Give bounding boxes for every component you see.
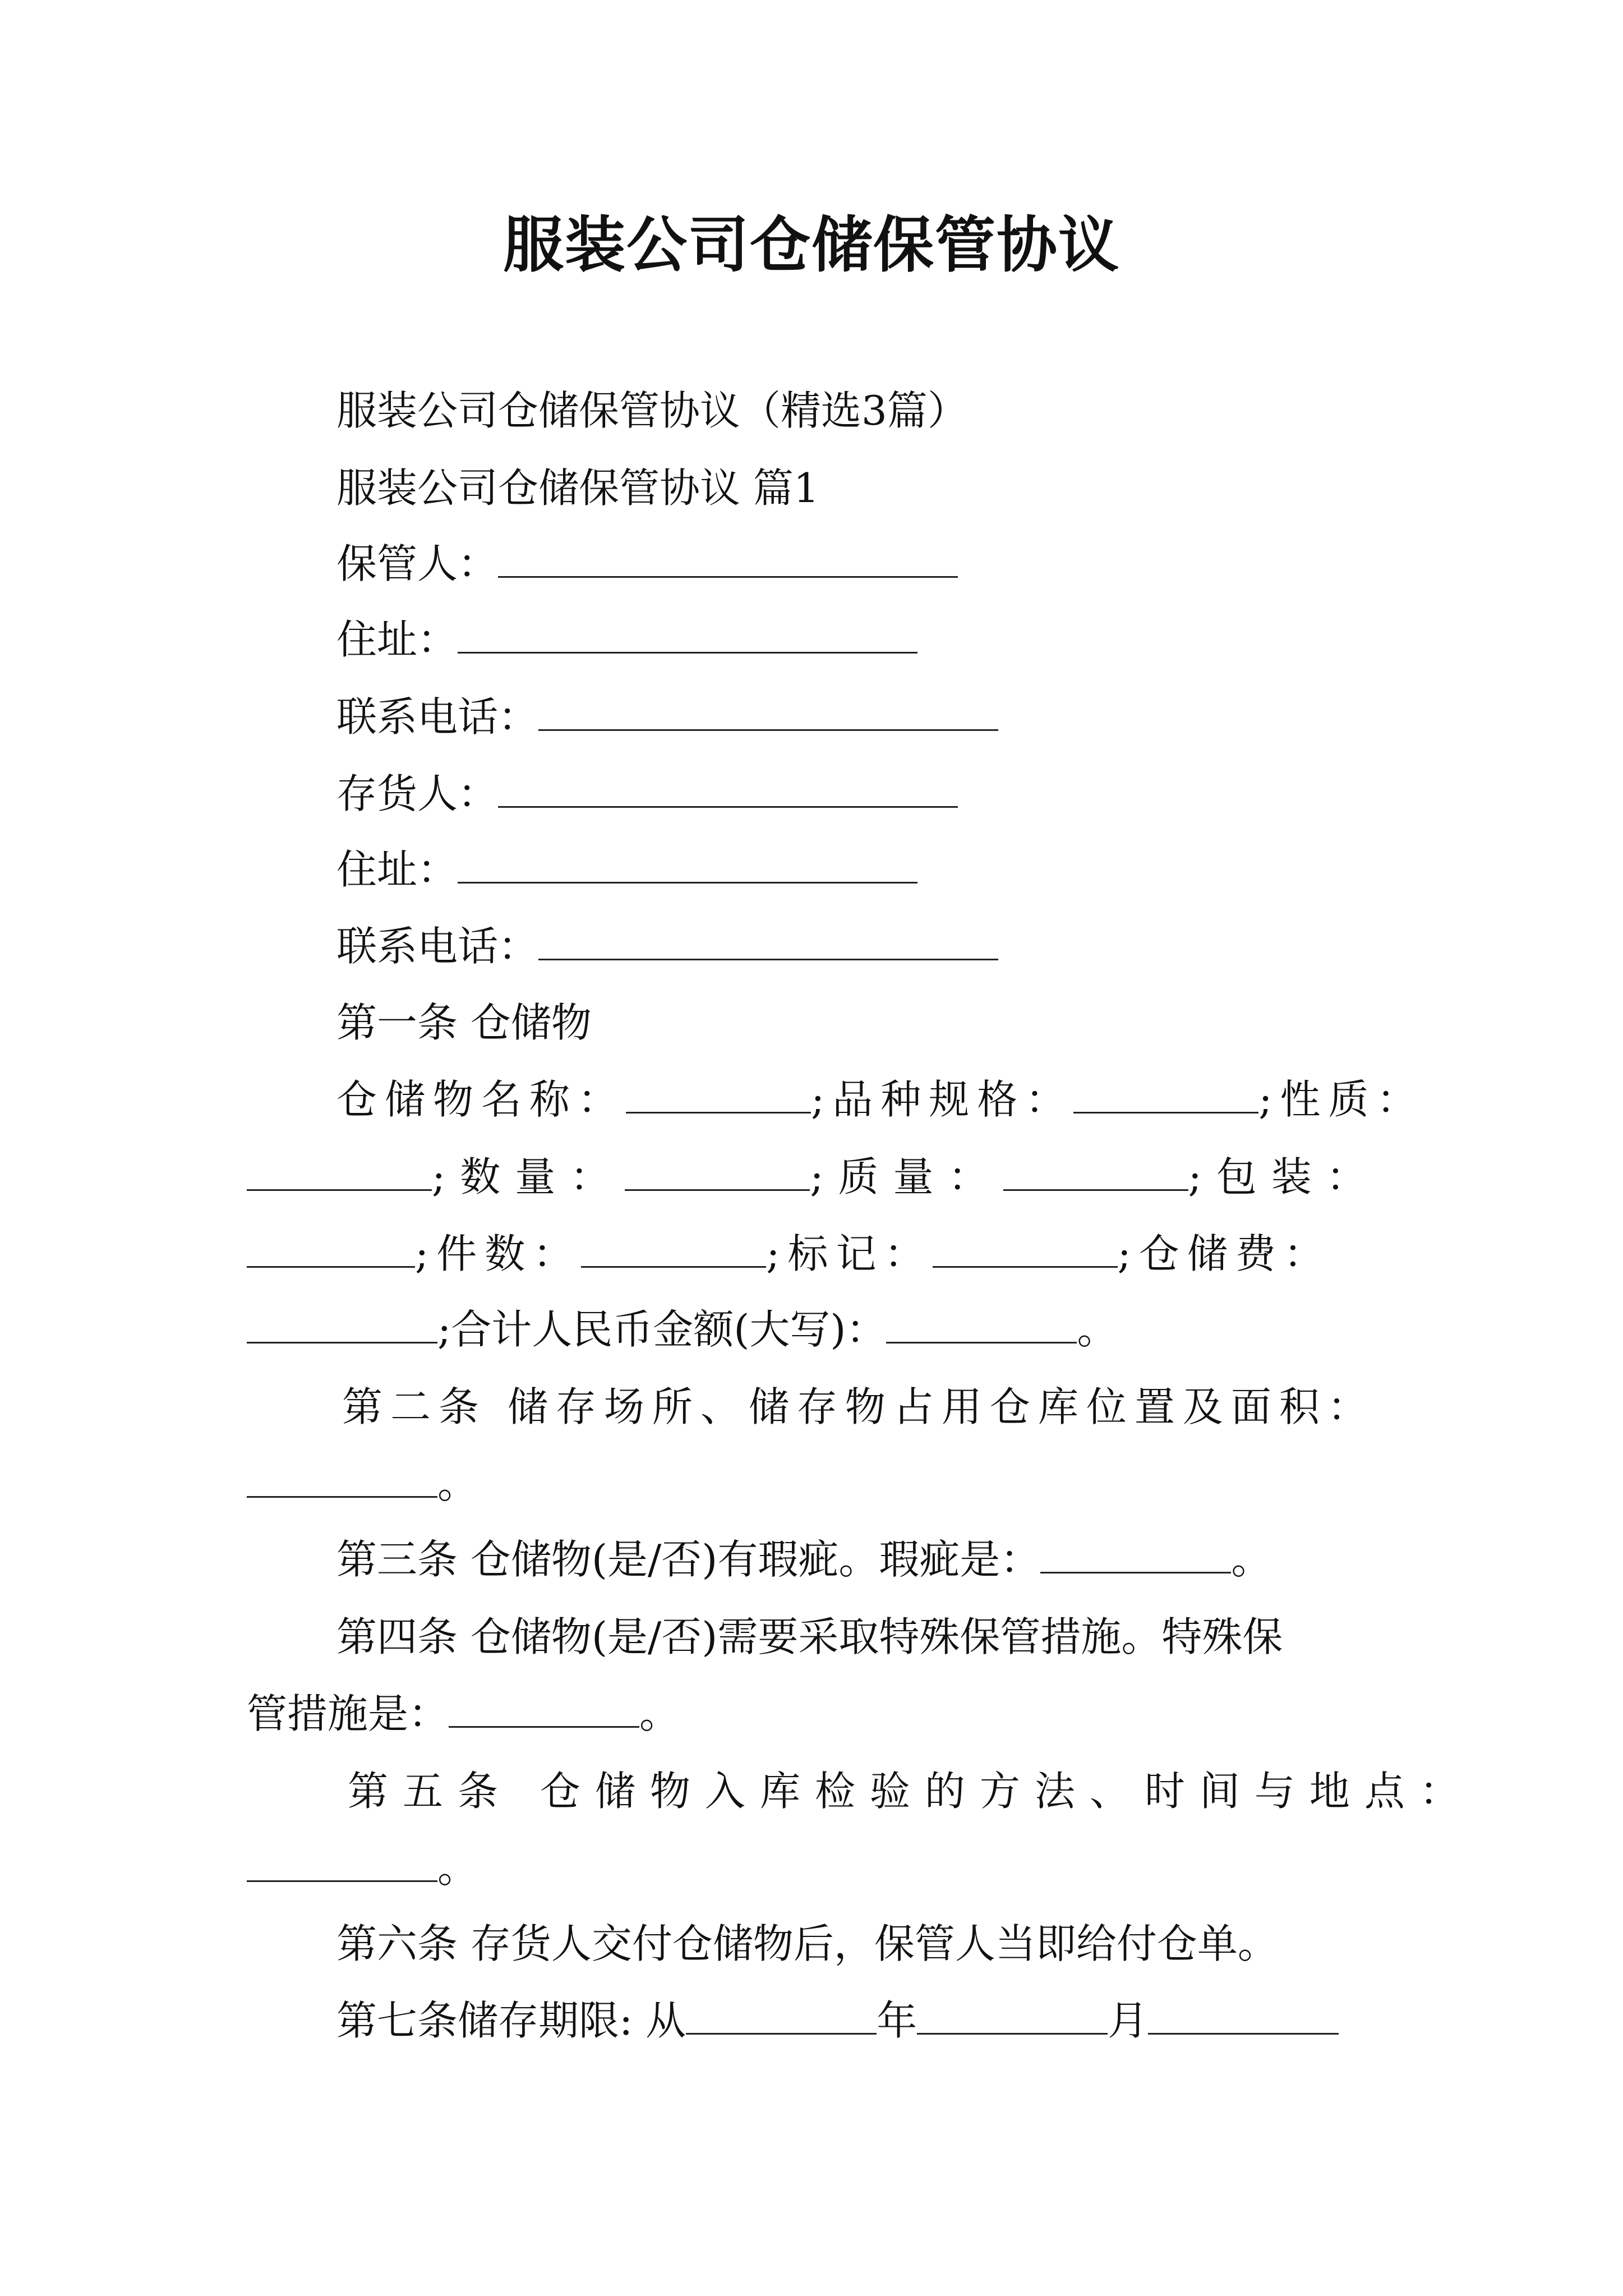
spec-label: ;品种规格： <box>811 1076 1074 1123</box>
packaging-blank[interactable] <box>247 1230 415 1268</box>
keeper-address-label: 住址： <box>336 616 458 663</box>
storage-location-blank[interactable] <box>247 1460 437 1498</box>
article1-line2 <box>247 1149 1381 1205</box>
depositor-address-label: 住址： <box>336 846 458 893</box>
article5-line1: 第五条 仓储物入库检验的方法、时间与地点： <box>348 1768 1474 1815</box>
depositor-phone-field <box>336 918 998 974</box>
article1-end: 。 <box>1077 1306 1118 1353</box>
depositor-phone-label: 联系电话： <box>336 923 539 970</box>
special-measures-blank[interactable] <box>449 1690 639 1728</box>
article4-text-continued: 管措施是： <box>247 1690 449 1737</box>
collection-heading: 服装公司仓储保管协议（精选3篇） <box>336 387 968 434</box>
inspection-blank[interactable] <box>247 1844 437 1882</box>
pieces-label: ;件数： <box>415 1230 582 1277</box>
spec-blank[interactable] <box>1073 1076 1258 1114</box>
item-name-label: 仓储物名称： <box>336 1076 626 1123</box>
article6: 第六条 存货人交付仓储物后，保管人当即给付仓单。 <box>336 1920 1278 1967</box>
keeper-phone-blank[interactable] <box>538 693 998 731</box>
total-blank[interactable] <box>886 1306 1077 1343</box>
mark-label: ;标记： <box>766 1230 933 1277</box>
pieces-blank[interactable] <box>581 1230 766 1268</box>
item-name-blank[interactable] <box>626 1076 811 1114</box>
chapter-heading: 服装公司仓储保管协议 篇1 <box>336 464 819 512</box>
total-label: ;合计人民币金额(大写)： <box>437 1306 887 1353</box>
quality-blank[interactable] <box>1003 1153 1188 1191</box>
keeper-label: 保管人： <box>336 540 499 587</box>
keeper-address-blank[interactable] <box>458 616 917 654</box>
keeper-phone-label: 联系电话： <box>336 693 539 740</box>
keeper-address-field <box>336 611 917 668</box>
article3-end: 。 <box>1231 1536 1272 1583</box>
month-label: 月 <box>1108 1997 1149 2044</box>
start-year-blank[interactable] <box>686 1997 877 2035</box>
fee-label: ;仓储费： <box>1117 1230 1332 1277</box>
keeper-field <box>336 536 958 592</box>
start-month-blank[interactable] <box>917 1997 1108 2035</box>
article1-line1 <box>336 1071 1425 1128</box>
article2-end: 。 <box>437 1460 478 1507</box>
article5-end: 。 <box>437 1844 478 1892</box>
article4-line2 <box>247 1686 680 1742</box>
depositor-address-blank[interactable] <box>458 846 917 884</box>
keeper-blank[interactable] <box>498 540 958 578</box>
fee-blank[interactable] <box>247 1306 437 1343</box>
article2-line2 <box>247 1456 478 1512</box>
article3 <box>336 1531 1271 1588</box>
depositor-label: 存货人： <box>336 770 499 817</box>
defect-blank[interactable] <box>1040 1536 1231 1573</box>
article1-heading: 第一条 仓储物 <box>336 999 592 1046</box>
depositor-field <box>336 766 958 822</box>
article3-text: 第三条 仓储物(是/否)有瑕疵。瑕疵是： <box>336 1536 1041 1583</box>
article7 <box>336 1993 1339 2049</box>
article4-end: 。 <box>639 1690 680 1737</box>
mark-blank[interactable] <box>933 1230 1118 1268</box>
article1-line3 <box>247 1226 1332 1282</box>
article4-line1: 第四条 仓储物(是/否)需要采取特殊保管措施。特殊保 <box>336 1613 1283 1660</box>
depositor-phone-blank[interactable] <box>538 923 998 960</box>
quality-label: ;质量： <box>810 1153 1003 1200</box>
article5-line2 <box>247 1840 478 1896</box>
keeper-phone-field <box>336 689 998 745</box>
article2-line1: 第二条 储存场所、储存物占用仓库位置及面积： <box>342 1383 1376 1430</box>
packaging-label: ;包装： <box>1188 1153 1381 1200</box>
quantity-blank[interactable] <box>625 1153 810 1191</box>
year-label: 年 <box>877 1997 917 2044</box>
document-title: 服装公司仓储保管协议 <box>502 210 1120 280</box>
start-day-blank[interactable] <box>1148 1997 1339 2035</box>
article7-text: 第七条储存期限: 从 <box>336 1997 686 2044</box>
depositor-address-field <box>336 841 917 898</box>
nature-label: ;性质： <box>1258 1076 1425 1123</box>
nature-blank[interactable] <box>247 1153 432 1191</box>
depositor-blank[interactable] <box>498 770 958 808</box>
article1-line4 <box>247 1301 1117 1358</box>
quantity-label: ;数量： <box>432 1153 625 1200</box>
